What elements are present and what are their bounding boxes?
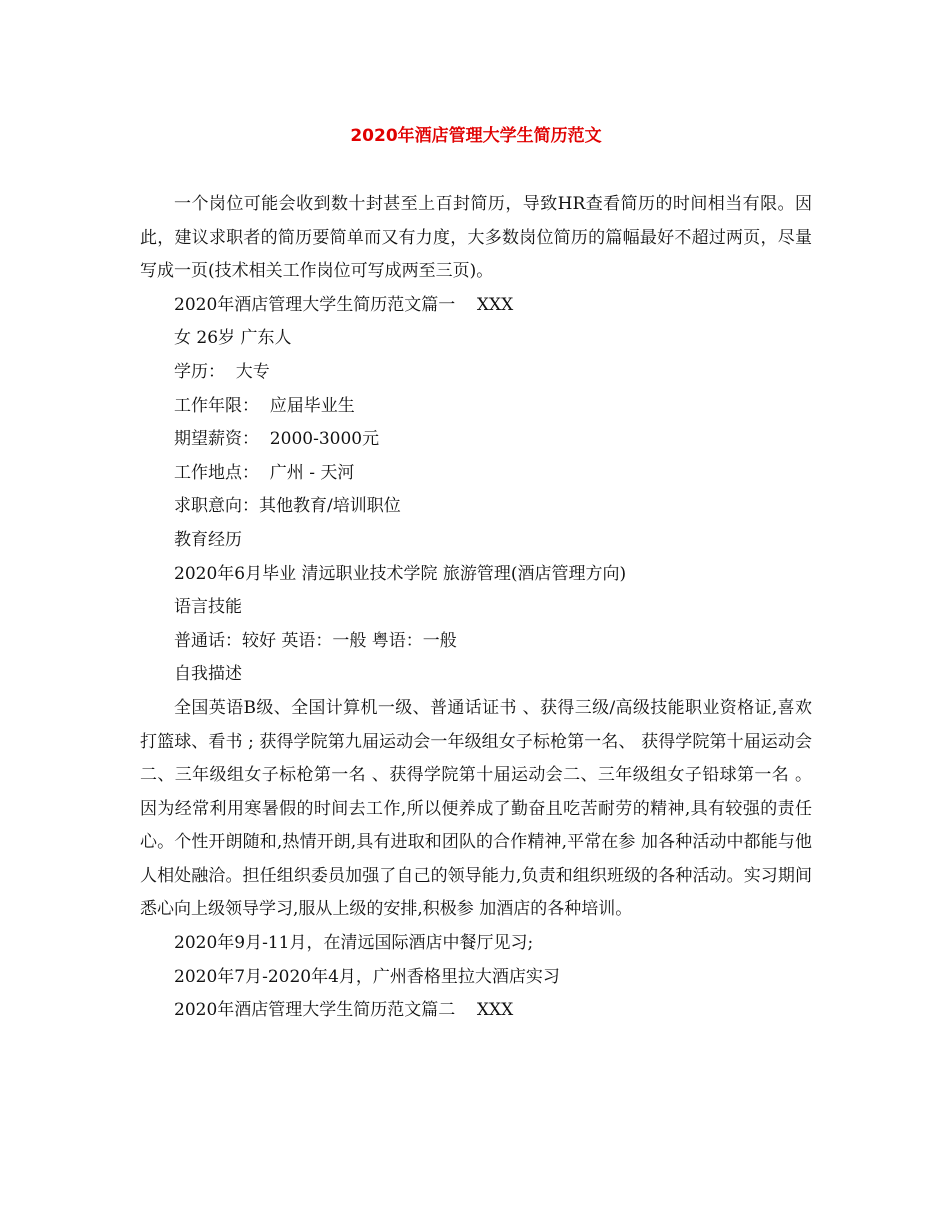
- self-description-paragraph: 全国英语B级、全国计算机一级、普通话证书 、获得三级/高级技能职业资格证,喜欢 打篮球、看书 ; 获得学院第九届运动会一年级组女子标枪第一名、 获得学院第十届运动会二、三年级组女子标枪第一名 、获得学院第十届运动会二、三年级组女子铅球第一名 。 因为经常利用寒暑假的时间去工作,所以便养成了勤奋且吃苦耐劳的精神,具有较强的责任心。个性开朗随和,热情开朗,具有进取和团队的合作精神,平常在参 加各种活动中都能与他人相处融洽。担任组织委员加强了自己的领导能力,负责和组织班级的各种活动。实习期间悉心向上级领导学习,服从上级的安排,积极参 加酒店的各种培训。: [140, 697, 812, 920]
- job-intention-line: 求职意向：其他教育/培训职位: [174, 496, 401, 517]
- education-detail-line: 2020年6月毕业 清远职业技术学院 旅游管理(酒店管理方向): [174, 563, 627, 584]
- expected-salary-line: 期望薪资： 2000-3000元: [174, 429, 380, 450]
- intro-paragraph: 一个岗位可能会收到数十封甚至上百封简历，导致HR查看简历的时间相当有限。因此，建议求职者的简历要简单而又有力度，大多数岗位简历的篇幅最好不超过两页，尽量写成一页(技术相关工作岗位可写成两至三页)。: [140, 194, 812, 282]
- self-description-heading: 自我描述: [174, 664, 242, 685]
- document-title: 2020年酒店管理大学生简历范文: [350, 126, 602, 146]
- education-heading: 教育经历: [174, 529, 242, 550]
- internship-line-1: 2020年9月-11月，在清远国际酒店中餐厅见习;: [174, 933, 534, 954]
- work-years-line: 工作年限： 应届毕业生: [174, 395, 355, 416]
- profile-line: 女 26岁 广东人: [174, 328, 292, 349]
- work-location-line: 工作地点： 广州 - 天河: [174, 462, 355, 483]
- language-detail-line: 普通话：较好 英语：一般 粤语：一般: [174, 630, 457, 651]
- education-level-line: 学历： 大专: [174, 361, 270, 382]
- document-body: [140, 188, 812, 1028]
- language-heading: 语言技能: [174, 597, 242, 618]
- section2-heading: 2020年酒店管理大学生简历范文篇二 XXX: [174, 1000, 514, 1021]
- internship-line-2: 2020年7月-2020年4月，广州香格里拉大酒店实习: [174, 966, 560, 987]
- section1-heading: 2020年酒店管理大学生简历范文篇一 XXX: [174, 294, 514, 315]
